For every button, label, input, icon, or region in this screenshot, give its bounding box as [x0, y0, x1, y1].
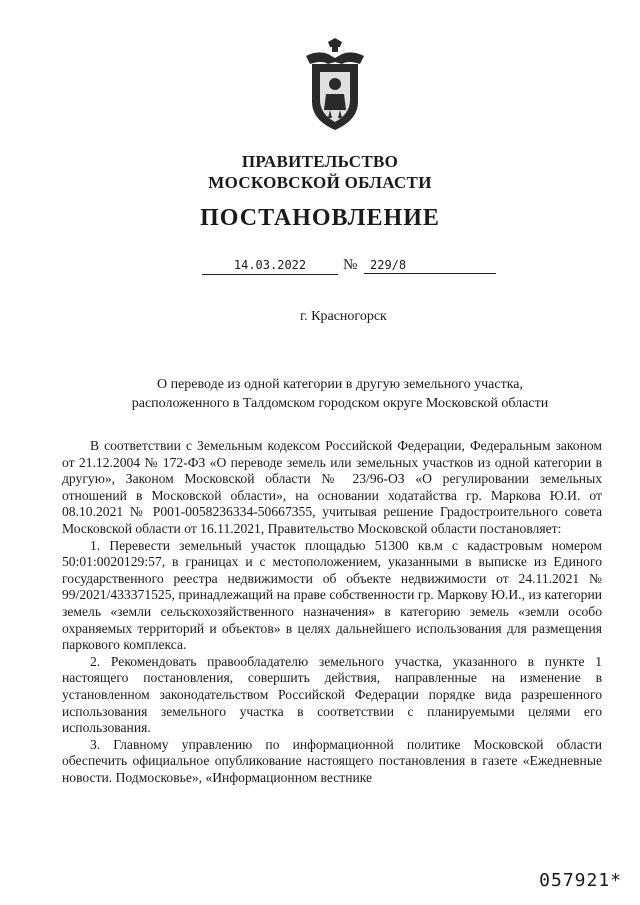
- body-paragraph-1: 1. Перевести земельный участок площадью 51300 кв.м с кадастровым номером 50:01:0020129:57, в границах и с местоположением, указанными в выписке из Единого государственного реестра недвижимости об объекте недвижимости от 24.11.2021 № 99/2021/433371525, принадлежащий на праве собственности гр. Маркову Ю.И., из категории земель «земли сельскохозяйственного назначения» в категорию земель «земли особо охраняемых территорий и объектов» в целях дальнейшего использования для размещения паркового комплекса.: [62, 537, 602, 653]
- document-date: 14.03.2022: [202, 257, 338, 275]
- body-paragraph-3: 3. Главному управлению по информационной политике Московской области обеспечить официальное опубликование настоящего постановления в газете «Ежедневные новости. Подмосковье», «Информационном вестнике: [62, 736, 602, 785]
- body-paragraph-2: 2. Рекомендовать правообладателю земельного участка, указанного в пункте 1 настоящего постановления, совершить действия, направленные на изменение в установленном законодательством Российской Федерации порядке вида разрешенного использования земельного участка в соответствии с планируемыми целями его использования.: [62, 653, 602, 736]
- government-title-line1: ПРАВИТЕЛЬСТВО: [241, 152, 399, 171]
- subject-line2: расположенного в Талдомском городском округе Московской области: [131, 396, 549, 411]
- document-number: 229/8: [364, 257, 496, 274]
- document-subject: [80, 375, 600, 413]
- subject-line1: О переводе из одной категории в другую земельного участка,: [156, 377, 524, 392]
- city-line: г. Красногорск: [300, 309, 387, 324]
- number-sign: №: [343, 257, 358, 273]
- body-intro-paragraph: В соответствии с Земельным кодексом Российской Федерации, Федеральным законом от 21.12.2004 № 172-ФЗ «О переводе земель или земельных участков из одной категории в другую», Законом Московской области № 23/96-ОЗ «О регулировании земельных отношений в Московской области», на основании ходатайства гр. Маркова Ю.И. от 08.10.2021 № Р001-0058236334-50667355, учитывая решение Градостроительного совета Московской области от 16.11.2021, Правительство Московской области постановляет:: [62, 438, 602, 536]
- serial-number-stamp: 057921*: [539, 870, 622, 891]
- government-title-line2: МОСКОВСКОЙ ОБЛАСТИ: [208, 173, 432, 192]
- document-type-title: ПОСТАНОВЛЕНИЕ: [200, 205, 440, 231]
- coat-of-arms-emblem: [298, 38, 372, 136]
- document-body: [62, 438, 602, 786]
